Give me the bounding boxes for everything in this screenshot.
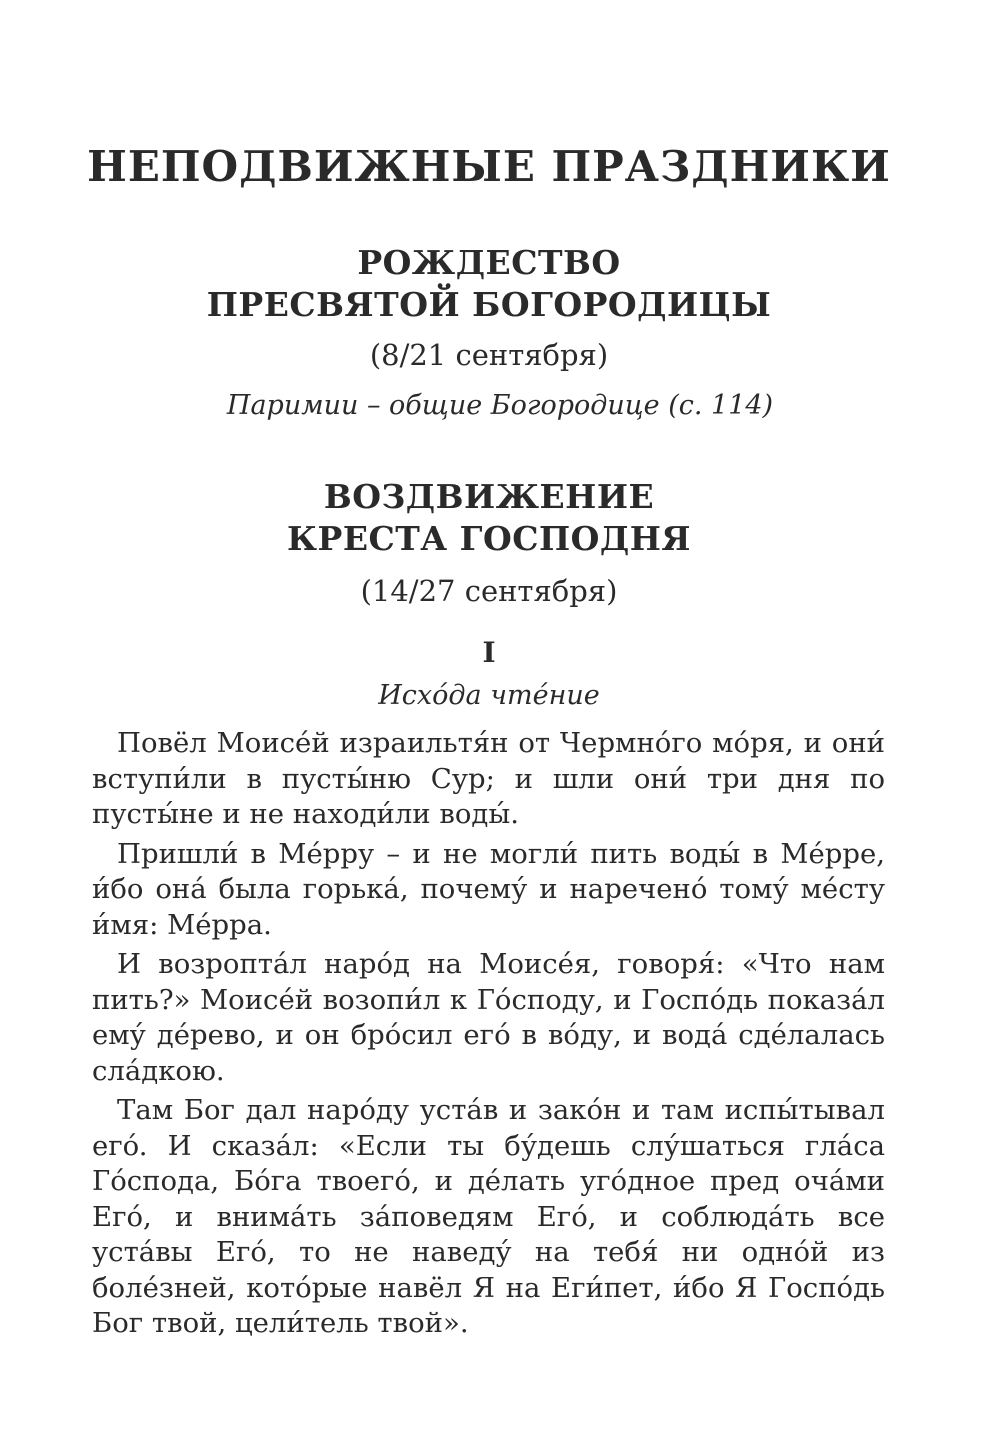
parimii-note: Паримии – общие Богородице (с. 114) [226, 390, 774, 421]
reading-text [92, 726, 885, 1346]
page-title: НЕПОДВИЖНЫЕ ПРАЗДНИКИ [87, 142, 891, 191]
section-title-exaltation [0, 476, 978, 560]
section-title-line: ВОЗДВИЖЕНИЕ [323, 477, 655, 516]
feast-date: (14/27 сентября) [360, 574, 618, 608]
reading-number: I [482, 636, 496, 669]
paragraph: Пришли́ в Мéрру – и не могли́ пить воды́ в Мéрре, и́бо онá была горькá, почему́ и нареченó тому́ мéсту и́мя: Мéрра. [92, 837, 885, 941]
section-title-line: РОЖДЕСТВО [357, 243, 621, 282]
paragraph: И возроптáл нарóд на Моисéя, говоря́: «Что нам пить?» Моисéй возопи́л к Гóсподу, и Госпóдь показáл ему́ дéрево, и он брóсил егó в вóду, и водá сдéлалась слáдкою. [92, 948, 885, 1087]
section-title-line: ПРЕСВЯТОЙ БОГОРОДИЦЫ [206, 285, 772, 324]
reading-title: Исхóда чтéние [378, 680, 600, 711]
section-title-line: КРЕСТА ГОСПОДНЯ [287, 519, 691, 558]
paragraph: Там Бог дал нарóду устáв и закóн и там испы́тывал егó. И сказáл: «Если ты бу́дешь слу́шаться глáса Гóспода, Бóга твоегó, и дéлать угóдное пред очáми Егó, и внимáть зáповедям Егó, и соблюдáть все устáвы Егó, то не наведу́ на тебя́ ни однóй из болéзней, котóрые навёл Я на Еги́пет, и́бо Я Госпóдь Бог твой, цели́тель твой». [92, 1094, 885, 1339]
feast-date: (8/21 сентября) [369, 338, 609, 372]
paragraph: Повёл Моисéй израильтя́н от Чермнóго мóря, и они́ вступи́ли в пусты́ню Сур; и шли они́ три дня по пусты́не и не находи́ли воды́. [92, 727, 885, 830]
section-title-nativity [0, 242, 978, 326]
